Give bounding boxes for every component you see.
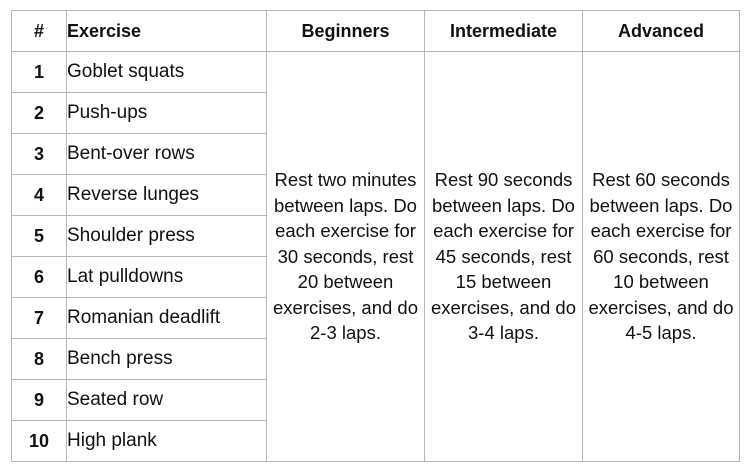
workout-table: [11, 10, 740, 462]
beginners-plan-text: Rest two minutes between laps. Do each exercise for 30 seconds, rest 20 between exercises, and do 2-3 laps.: [273, 168, 419, 344]
advanced-plan: [583, 52, 740, 462]
header-intermediate: Intermediate: [425, 11, 583, 52]
exercise-name: Goblet squats: [67, 52, 267, 93]
row-number: 3: [12, 134, 67, 175]
header-number: #: [12, 11, 67, 52]
exercise-name: Romanian deadlift: [67, 298, 267, 339]
exercise-name: High plank: [67, 421, 267, 462]
row-number: 4: [12, 175, 67, 216]
row-number: 6: [12, 257, 67, 298]
row-number: 1: [12, 52, 67, 93]
intermediate-plan-text: Rest 90 seconds between laps. Do each exercise for 45 seconds, rest 15 between exercises, and do 3-4 laps.: [430, 168, 576, 344]
exercise-name: Reverse lunges: [67, 175, 267, 216]
header-beginners: Beginners: [267, 11, 425, 52]
header-advanced: Advanced: [583, 11, 740, 52]
row-number: 8: [12, 339, 67, 380]
row-number: 9: [12, 380, 67, 421]
intermediate-plan: [425, 52, 583, 462]
beginners-plan: [267, 52, 425, 462]
exercise-name: Shoulder press: [67, 216, 267, 257]
exercise-name: Bench press: [67, 339, 267, 380]
table-row: [12, 52, 740, 93]
exercise-name: Seated row: [67, 380, 267, 421]
header-row: [12, 11, 740, 52]
exercise-name: Push-ups: [67, 93, 267, 134]
row-number: 7: [12, 298, 67, 339]
exercise-name: Lat pulldowns: [67, 257, 267, 298]
advanced-plan-text: Rest 60 seconds between laps. Do each exercise for 60 seconds, rest 10 between exercises, and do 4-5 laps.: [588, 168, 734, 344]
header-exercise: Exercise: [67, 11, 267, 52]
row-number: 10: [12, 421, 67, 462]
row-number: 2: [12, 93, 67, 134]
exercise-name: Bent-over rows: [67, 134, 267, 175]
row-number: 5: [12, 216, 67, 257]
